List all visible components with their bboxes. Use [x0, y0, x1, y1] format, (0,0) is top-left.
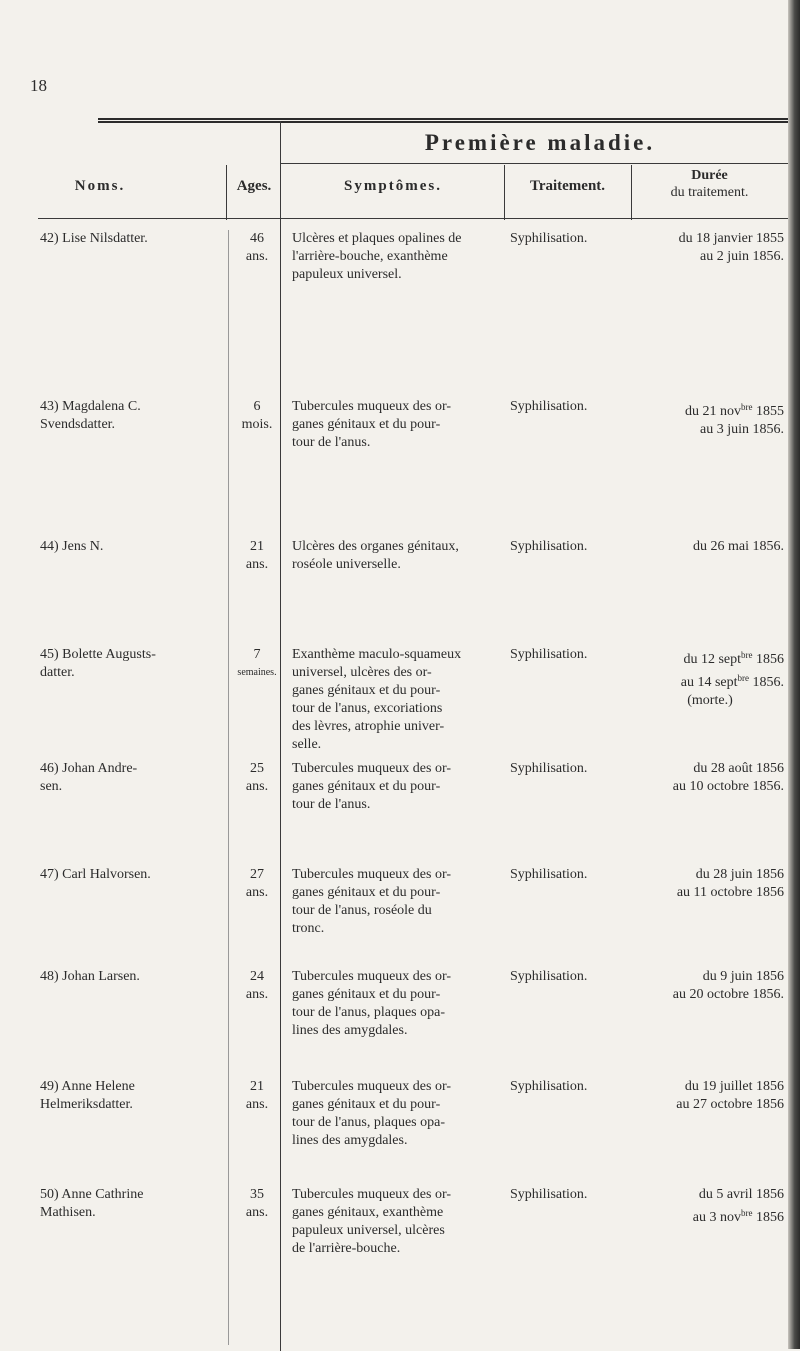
treatment: Syphilisation.	[510, 647, 588, 662]
duration	[636, 1186, 784, 1227]
duration-line	[636, 230, 784, 248]
symptoms	[292, 866, 507, 938]
age-unit: ans.	[245, 249, 269, 264]
symptoms	[292, 968, 507, 1040]
age-unit: ans.	[245, 987, 269, 1002]
abbrev-superscript: bre	[741, 1208, 753, 1218]
duration-line	[636, 1096, 784, 1114]
text-line: Tubercules muqueux des or-	[292, 867, 452, 882]
patient-name	[40, 538, 240, 556]
abbrev-superscript: bre	[741, 402, 753, 412]
duration	[636, 646, 784, 710]
patient-name	[40, 646, 240, 682]
age-unit: ans.	[245, 885, 269, 900]
duration-text: du 18 janvier 1855	[678, 231, 784, 246]
text-line: 42) Lise Nilsdatter.	[40, 231, 148, 246]
text-line: ganes génitaux et du pour-	[292, 885, 441, 900]
duration-line	[636, 1204, 784, 1227]
duration-text: du 21 nov	[685, 404, 741, 419]
text-line: ganes génitaux et du pour-	[292, 683, 441, 698]
patient-name	[40, 230, 240, 248]
text-line: ganes génitaux et du pour-	[292, 417, 441, 432]
duration	[636, 1078, 784, 1114]
patient-name	[40, 1186, 240, 1222]
age-value: 24	[250, 969, 264, 984]
duration	[636, 866, 784, 902]
duration-text: 1856	[752, 1210, 784, 1225]
patient-age	[226, 1078, 288, 1114]
column-divider-symptoms	[280, 121, 281, 1351]
age-unit: semaines.	[237, 667, 277, 678]
text-line: ganes génitaux, exanthème	[292, 1205, 444, 1220]
header-symptomes: Symptômes.	[344, 178, 442, 194]
patient-name	[40, 866, 240, 884]
patient-name	[40, 760, 240, 796]
treatment: Syphilisation.	[510, 399, 588, 414]
text-line: papuleux universel.	[292, 267, 402, 282]
text-line: tour de l'anus, excoriations	[292, 701, 443, 716]
text-line: 50) Anne Cathrine	[40, 1187, 144, 1202]
symptoms	[292, 760, 507, 814]
treatment: Syphilisation.	[510, 1079, 588, 1094]
treatment: Syphilisation.	[510, 539, 588, 554]
page-edge-shadow	[788, 0, 800, 1349]
patient-age	[226, 398, 288, 434]
text-line: 49) Anne Helene	[40, 1079, 135, 1094]
duration-line	[636, 866, 784, 884]
treatment: Syphilisation.	[510, 969, 588, 984]
duration	[636, 230, 784, 266]
header-ages: Ages.	[236, 178, 272, 194]
duration-line	[636, 1186, 784, 1204]
patient-age	[226, 968, 288, 1004]
age-value: 21	[250, 1079, 264, 1094]
age-unit: mois.	[241, 417, 273, 432]
header-duree-line1: Durée	[691, 168, 728, 183]
header-duree	[631, 167, 788, 201]
text-line: ganes génitaux et du pour-	[292, 987, 441, 1002]
symptoms	[292, 646, 507, 754]
duration-text: au 14 sept	[680, 675, 738, 690]
text-line: de l'arrière-bouche.	[292, 1241, 401, 1256]
duration	[636, 968, 784, 1004]
page-number: 18	[30, 76, 47, 95]
treatment: Syphilisation.	[510, 1187, 588, 1202]
symptoms	[292, 230, 507, 284]
text-line: ganes génitaux et du pour-	[292, 1097, 441, 1112]
section-title: Première maladie.	[424, 130, 656, 155]
text-line: l'arrière-bouche, exanthème	[292, 249, 448, 264]
patient-age	[226, 760, 288, 796]
abbrev-superscript: bre	[737, 673, 749, 683]
text-line: Tubercules muqueux des or-	[292, 1079, 452, 1094]
text-line: 48) Johan Larsen.	[40, 969, 140, 984]
duration-text: du 12 sept	[683, 652, 741, 667]
text-line: datter.	[40, 665, 75, 680]
text-line: des lèvres, atrophie univer-	[292, 719, 445, 734]
age-unit: ans.	[245, 779, 269, 794]
header-duree-line2: du traitement.	[670, 185, 749, 200]
duration-text: du 28 août 1856	[693, 761, 784, 776]
duration-line	[636, 398, 784, 421]
header-traitement: Traitement.	[529, 178, 606, 194]
text-line: selle.	[292, 737, 322, 752]
duration-text: du 19 juillet 1856	[684, 1079, 784, 1094]
text-line: Exanthème maculo-squameux	[292, 647, 462, 662]
duration-text: au 27 octobre 1856	[676, 1097, 784, 1112]
patient-age	[226, 1186, 288, 1222]
duration-text: au 2 juin 1856.	[700, 249, 784, 264]
age-unit: ans.	[245, 557, 269, 572]
duration-text: du 26 mai 1856.	[693, 539, 784, 554]
duration-line	[636, 692, 784, 710]
patient-name	[40, 968, 240, 986]
text-line: tour de l'anus.	[292, 797, 371, 812]
duration-text: au 3 juin 1856.	[700, 422, 784, 437]
duration-text: du 9 juin 1856	[702, 969, 784, 984]
age-value: 6	[253, 399, 261, 414]
duration-line	[636, 248, 784, 266]
text-line: 46) Johan Andre-	[40, 761, 138, 776]
text-line: universel, ulcères des or-	[292, 665, 432, 680]
duration-text: au 11 octobre 1856	[676, 885, 784, 900]
patient-age	[226, 538, 288, 574]
patient-age	[226, 646, 288, 682]
text-line: Ulcères et plaques opalines de	[292, 231, 462, 246]
treatment: Syphilisation.	[510, 761, 588, 776]
text-line: lines des amygdales.	[292, 1133, 408, 1148]
age-value: 25	[250, 761, 264, 776]
text-line: papuleux universel, ulcères	[292, 1223, 445, 1238]
duration-text: (morte.)	[687, 693, 733, 708]
duration-text: 1856.	[749, 675, 784, 690]
duration-line	[636, 986, 784, 1004]
text-line: Ulcères des organes génitaux,	[292, 539, 459, 554]
header-bottom-rule	[38, 218, 788, 219]
text-line: lines des amygdales.	[292, 1023, 408, 1038]
symptoms	[292, 538, 507, 574]
treatment: Syphilisation.	[510, 231, 588, 246]
age-value: 35	[250, 1187, 264, 1202]
age-unit: ans.	[245, 1097, 269, 1112]
text-line: tour de l'anus, plaques opa-	[292, 1005, 445, 1020]
patient-name	[40, 398, 240, 434]
age-value: 46	[250, 231, 264, 246]
text-line: Mathisen.	[40, 1205, 96, 1220]
duration-line	[636, 778, 784, 796]
duration	[636, 398, 784, 439]
duration	[636, 760, 784, 796]
text-line: 47) Carl Halvorsen.	[40, 867, 151, 882]
text-line: Tubercules muqueux des or-	[292, 761, 452, 776]
duration-line	[636, 968, 784, 986]
duration-line	[636, 1078, 784, 1096]
text-line: tour de l'anus, roséole du	[292, 903, 432, 918]
duration	[636, 538, 784, 556]
text-line: Svendsdatter.	[40, 417, 116, 432]
symptoms	[292, 1186, 507, 1258]
duration-text: du 5 avril 1856	[698, 1187, 784, 1202]
age-value: 21	[250, 539, 264, 554]
duration-line	[636, 884, 784, 902]
text-line: 44) Jens N.	[40, 539, 104, 554]
treatment: Syphilisation.	[510, 867, 588, 882]
text-line: Tubercules muqueux des or-	[292, 969, 452, 984]
duration-line	[636, 760, 784, 778]
patient-age	[226, 866, 288, 902]
title-underline	[280, 163, 788, 164]
symptoms	[292, 398, 507, 452]
duration-line	[636, 421, 784, 439]
duration-line	[636, 538, 784, 556]
text-line: roséole universelle.	[292, 557, 401, 572]
symptoms	[292, 1078, 507, 1150]
table-top-rule	[98, 118, 788, 120]
duration-text: 1855	[752, 404, 784, 419]
text-line: Helmeriksdatter.	[40, 1097, 133, 1112]
age-value: 27	[250, 867, 264, 882]
duration-text: au 3 nov	[692, 1210, 741, 1225]
text-line: 45) Bolette Augusts-	[40, 647, 156, 662]
age-value: 7	[253, 647, 261, 662]
duration-line	[636, 669, 784, 692]
header-noms: Noms.	[74, 178, 126, 194]
duration-text: du 28 juin 1856	[695, 867, 784, 882]
column-divider-ages	[226, 165, 227, 220]
duration-text: 1856	[752, 652, 784, 667]
age-unit: ans.	[245, 1205, 269, 1220]
text-line: sen.	[40, 779, 63, 794]
patient-name	[40, 1078, 240, 1114]
abbrev-superscript: bre	[741, 650, 753, 660]
text-line: Tubercules muqueux des or-	[292, 1187, 452, 1202]
text-line: Tubercules muqueux des or-	[292, 399, 452, 414]
duration-text: au 20 octobre 1856.	[672, 987, 784, 1002]
text-line: 43) Magdalena C.	[40, 399, 141, 414]
duration-line	[636, 646, 784, 669]
text-line: tronc.	[292, 921, 325, 936]
table-top-rule-double	[98, 121, 788, 123]
duration-text: au 10 octobre 1856.	[672, 779, 784, 794]
text-line: ganes génitaux et du pour-	[292, 779, 441, 794]
text-line: tour de l'anus.	[292, 435, 371, 450]
text-line: tour de l'anus, plaques opa-	[292, 1115, 445, 1130]
patient-age	[226, 230, 288, 266]
